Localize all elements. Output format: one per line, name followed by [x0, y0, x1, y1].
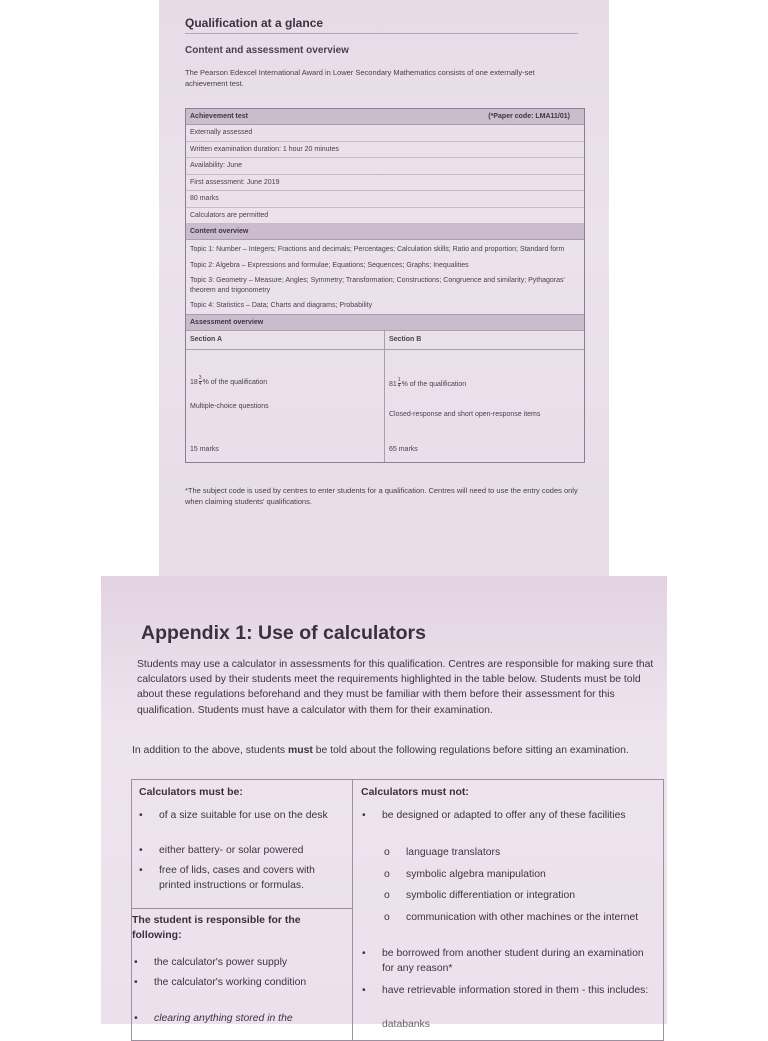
- assessment-overview-header: Assessment overview: [186, 315, 584, 331]
- list-item: • free of lids, cases and covers with printed instructions or formulas.: [139, 865, 315, 891]
- section-b-cell: [385, 350, 584, 462]
- appendix-title: Appendix 1: Use of calculators: [141, 622, 426, 644]
- page-title: Qualification at a glance: [185, 16, 324, 30]
- section-b-marks: 65 marks: [389, 445, 418, 453]
- paper-code: (*Paper code: LMA11/01): [488, 113, 570, 120]
- column-divider: [352, 780, 353, 1040]
- section-b-percentage: 81 $\frac{1}{4}$ % of the qualification: [389, 376, 467, 389]
- section-a-label: Section A: [186, 331, 385, 349]
- must-not-heading: Calculators must not:: [361, 786, 469, 798]
- must-be-heading: Calculators must be:: [139, 786, 243, 798]
- responsible-heading: The student is responsible for the following:: [132, 914, 301, 941]
- list-item: • be borrowed from another student during an examination for any reason*: [362, 948, 644, 974]
- calculator-appendix-page: [101, 576, 667, 1030]
- intro-text: The Pearson Edexcel International Award in Lower Secondary Mathematics consists of one externally-set achievement test.: [185, 68, 535, 88]
- list-item: • either battery- or solar powered: [139, 845, 304, 856]
- list-item: • have retrievable information stored in them - this includes:: [362, 985, 649, 996]
- row-divider: [132, 908, 352, 909]
- table-row: Calculators are permitted: [186, 208, 584, 225]
- topic-row: Topic 3: Geometry – Measure; Angles; Symmetry; Transformation; Constructions; Congruence and similarity; Pythagoras' theorem and trigonometry: [190, 277, 565, 294]
- achievement-test-table: [185, 108, 585, 463]
- intro-paragraph: Students may use a calculator in assessments for this qualification. Centres are responsible for making sure that calculators used by their students meet the requirements highlighted in the table below. Students must be told about these regulations beforehand and they must be familiar with them before their assessment for this qualification. Students must have a calculator with them for their examination.: [137, 659, 654, 716]
- topic-row: Topic 2: Algebra – Expressions and formulae; Equations; Sequences; Graphs; Inequalities: [190, 261, 469, 269]
- section-a-cell: [186, 350, 385, 462]
- sub-item: o language translators: [384, 847, 501, 858]
- list-item: • the calculator's working condition: [134, 977, 307, 988]
- sub-item: o symbolic algebra manipulation: [384, 869, 546, 880]
- cut-off-text: databanks: [382, 1019, 430, 1030]
- table-row: First assessment: June 2019: [186, 175, 584, 192]
- table-header-row: [186, 109, 584, 125]
- table-row: Written examination duration: 1 hour 20 minutes: [186, 142, 584, 159]
- header-left: Achievement test: [190, 113, 248, 120]
- sections-header-row: [186, 331, 584, 350]
- sub-item: o communication with other machines or the internet: [384, 912, 639, 923]
- section-b-items: Closed-response and short open-response items: [389, 410, 541, 418]
- section-a-percentage: 18 $\frac{3}{4}$ % of the qualification: [190, 374, 268, 387]
- topic-row: Topic 1: Number – Integers; Fractions and decimals; Percentages; Calculation skills; Ratio and proportion; Standard form: [190, 246, 565, 253]
- section-a-marks: 15 marks: [190, 445, 219, 453]
- section-heading: Content and assessment overview: [185, 45, 349, 56]
- list-item: • the calculator's power supply: [134, 957, 288, 968]
- topic-row: Topic 4: Statistics – Data; Charts and diagrams; Probability: [186, 298, 584, 315]
- title-divider: [185, 33, 578, 34]
- list-item: • clearing anything stored in the: [134, 1013, 293, 1024]
- table-row: 80 marks: [186, 191, 584, 208]
- table-row: Availability: June: [186, 158, 584, 175]
- content-overview-header: Content overview: [186, 224, 584, 240]
- list-item: • of a size suitable for use on the desk: [139, 810, 328, 821]
- list-item: • be designed or adapted to offer any of these facilities: [362, 810, 626, 821]
- section-b-label: Section B: [389, 335, 422, 343]
- regulations-paragraph: In addition to the above, students must be told about the following regulations before sitting an examination.: [132, 745, 629, 756]
- table-row: Externally assessed: [186, 125, 584, 142]
- sub-item: o symbolic differentiation or integration: [384, 890, 576, 901]
- qualification-page: [159, 0, 609, 576]
- footnote: *The subject code is used by centres to enter students for a qualification. Centres will need to use the entry codes only when claiming students' qualifications.: [185, 486, 578, 506]
- calculator-rules-table: [131, 779, 664, 1041]
- sections-detail-row: [186, 350, 584, 462]
- section-a-items: Multiple-choice questions: [190, 402, 269, 410]
